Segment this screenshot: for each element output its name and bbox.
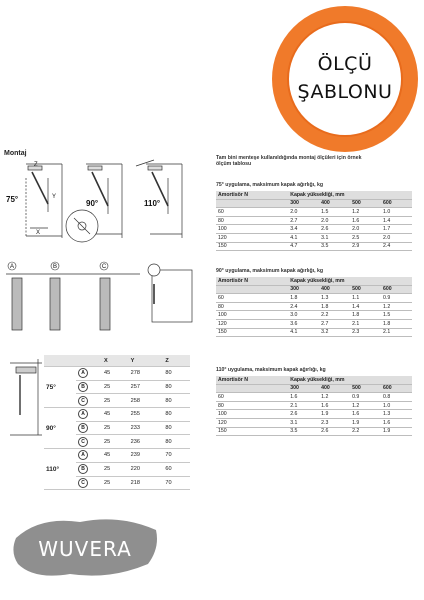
table-row: 90° A 45 255 80 — [44, 408, 190, 422]
col-kapak: Kapak yüksekliği, mm — [288, 277, 412, 285]
table-row: 100 3.0 2.2 1.8 1.5 — [216, 311, 412, 320]
table-row: B 25 257 80 — [44, 380, 190, 394]
y-label: Y — [52, 194, 57, 200]
table-row: B 25 220 60 — [44, 462, 190, 476]
table-row: 100 3.4 2.6 2.0 1.7 — [216, 225, 412, 234]
intro-line-1: Tam bini menteşe kullanıldığında montaj ölçüleri için örnek — [216, 155, 362, 161]
olcu-sablonu-badge — [272, 6, 418, 152]
montaj-title: Montaj — [4, 150, 27, 157]
badge-inner-circle — [287, 21, 403, 137]
table-row: 120 3.6 2.7 2.1 1.8 — [216, 319, 412, 328]
table-row: 110° A 45 239 70 — [44, 449, 190, 463]
table-row: 150 4.7 3.5 2.9 2.4 — [216, 242, 412, 251]
header-x: X — [102, 355, 129, 367]
mounting-diagram — [4, 158, 202, 250]
table-row: 60 1.8 1.3 1.1 0.9 — [216, 294, 412, 303]
table-90: Amortisör N Kapak yüksekliği, mm 300 400 500 600 60 1.8 1.3 1.1 0.9 80 2.4 1.8 1.4 1.2 100 3.0 2.2 1.8 1.5 120 3.6 2.7 2.1 1.8 150 4.1 3.2 2.3 2.1 — [216, 277, 412, 337]
intro-line-2: ölçüm tablosu — [216, 161, 252, 167]
side-mount-diagram — [6, 355, 46, 439]
header-z: Z — [163, 355, 190, 367]
variant-a: A — [9, 264, 15, 270]
mount-dimension-table — [44, 355, 190, 490]
badge-line-1: ÖLÇÜ — [317, 53, 373, 76]
table-row: B 25 233 80 — [44, 421, 190, 435]
table-row: 75° A 45 278 80 — [44, 367, 190, 381]
x-label: X — [36, 230, 41, 236]
intro-text — [216, 155, 361, 167]
table-row: 120 3.1 2.3 1.9 1.6 — [216, 418, 412, 427]
angle-label-90: 90° — [86, 199, 99, 208]
col-amortisor: Amortisör N — [216, 376, 288, 384]
table-75-title: 75° uygulama, maksimum kapak ağırlığı, kg — [216, 182, 324, 188]
table-row: 100 2.6 1.9 1.6 1.3 — [216, 410, 412, 419]
table-row: 60 2.0 1.5 1.2 1.0 — [216, 208, 412, 217]
table-110-title: 110° uygulama, maksimum kapak ağırlığı, kg — [216, 367, 326, 373]
wuvera-logo — [10, 508, 160, 588]
col-amortisor: Amortisör N — [216, 191, 288, 199]
col-kapak: Kapak yüksekliği, mm — [288, 376, 412, 384]
col-amortisor: Amortisör N — [216, 277, 288, 285]
table-row: 150 3.5 2.6 2.2 1.9 — [216, 427, 412, 436]
table-row: C 25 236 80 — [44, 435, 190, 449]
angle-label-110: 110° — [144, 199, 161, 208]
logo-text: WUVERA — [38, 537, 132, 561]
table-row: 80 2.1 1.6 1.2 1.0 — [216, 401, 412, 410]
variant-b: B — [52, 264, 58, 270]
table-row: 80 2.7 2.0 1.6 1.4 — [216, 216, 412, 225]
table-row: C 25 258 80 — [44, 394, 190, 408]
col-kapak: Kapak yüksekliği, mm — [288, 191, 412, 199]
angle-label-75: 75° — [6, 195, 19, 204]
badge-line-2: ŞABLONU — [297, 81, 393, 103]
header-y: Y — [129, 355, 164, 367]
table-row: C 25 218 70 — [44, 476, 190, 490]
variant-diagram — [4, 258, 200, 338]
table-90-title: 90° uygulama, maksimum kapak ağırlığı, kg — [216, 268, 324, 274]
table-row: 80 2.4 1.8 1.4 1.2 — [216, 302, 412, 311]
table-row: 120 4.1 3.1 2.5 2.0 — [216, 233, 412, 242]
table-row: 150 4.1 3.2 2.3 2.1 — [216, 328, 412, 337]
table-75: Amortisör N Kapak yüksekliği, mm 300 400 500 600 60 2.0 1.5 1.2 1.0 80 2.7 2.0 1.6 1.4 100 3.4 2.6 2.0 1.7 120 4.1 3.1 2.5 2.0 150 4.7 3.5 2.9 2.4 — [216, 191, 412, 251]
variant-c: C — [101, 264, 107, 270]
table-110: Amortisör N Kapak yüksekliği, mm 300 400 500 600 60 1.6 1.2 0.9 0.8 80 2.1 1.6 1.2 1.0 100 2.6 1.9 1.6 1.3 120 3.1 2.3 1.9 1.6 150 3.5 2.6 2.2 1.9 — [216, 376, 412, 436]
z-label: Z — [34, 162, 38, 168]
table-row: 60 1.6 1.2 0.9 0.8 — [216, 393, 412, 402]
